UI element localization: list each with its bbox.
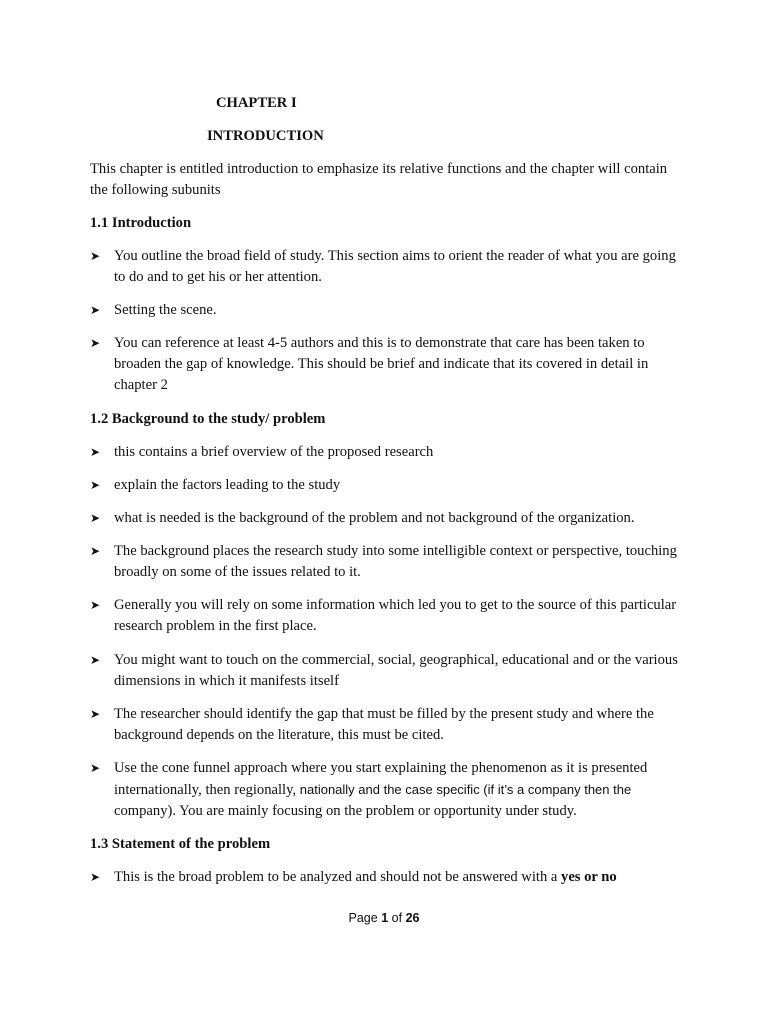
arrow-bullet-icon: ➤ xyxy=(90,477,101,492)
arrow-bullet-icon: ➤ xyxy=(90,336,101,351)
total-pages-number: 26 xyxy=(405,911,420,925)
list-item xyxy=(90,704,680,746)
document-body xyxy=(90,159,680,900)
section-1-3-list xyxy=(90,867,680,888)
chapter-title: INTRODUCTION xyxy=(207,128,324,144)
list-item xyxy=(90,442,680,463)
list-item xyxy=(90,758,680,822)
cone-text-part3: company). You are mainly focusing on the problem or opportunity under study. xyxy=(114,802,577,819)
section-1-2-list xyxy=(90,442,680,822)
list-item xyxy=(90,300,680,321)
arrow-bullet-icon: ➤ xyxy=(90,870,101,885)
page-footer xyxy=(0,911,768,925)
of-word: of xyxy=(391,911,403,925)
page-word: Page xyxy=(348,911,378,925)
list-item-text: this contains a brief overview of the proposed research xyxy=(114,443,434,460)
list-item xyxy=(90,541,680,583)
current-page-number: 1 xyxy=(381,911,389,925)
arrow-bullet-icon: ➤ xyxy=(90,249,101,263)
list-item xyxy=(90,508,680,529)
arrow-bullet-icon: ➤ xyxy=(90,544,101,559)
list-item xyxy=(90,246,680,288)
list-item xyxy=(90,650,680,692)
list-item-text xyxy=(114,760,647,819)
arrow-bullet-icon: ➤ xyxy=(90,444,101,459)
cone-text-part2: nationally and the case specific (if it’s a company then the xyxy=(299,781,632,797)
arrow-bullet-icon: ➤ xyxy=(90,510,101,525)
arrow-bullet-icon: ➤ xyxy=(90,706,101,721)
cone-text-part1: Use the cone funnel approach where you start explaining the phenomenon as it is presented internationally, then regionally, xyxy=(114,759,648,798)
list-item-text: You can reference at least 4-5 authors and this is to demonstrate that care has been taken to broaden the gap of knowledge. This should be brief and indicate that its covered in detail in chapter 2 xyxy=(114,335,649,394)
arrow-bullet-icon: ➤ xyxy=(90,652,101,667)
statement-text: This is the broad problem to be analyzed and should not be answered with a xyxy=(114,869,562,886)
list-item-text xyxy=(114,869,617,885)
intro-paragraph: This chapter is entitled introduction to emphasize its relative functions and the chapter will contain the following subunits xyxy=(90,161,668,198)
section-1-1-list xyxy=(90,246,680,396)
list-item-text: what is needed is the background of the problem and not background of the organization. xyxy=(114,509,635,526)
list-item-text: The researcher should identify the gap that must be filled by the present study and where the background depends on the literature, this must be cited. xyxy=(114,705,654,743)
list-item-text: explain the factors leading to the study xyxy=(114,476,341,493)
list-item-text: You outline the broad field of study. This section aims to orient the reader of what you are going to do and to get his or her attention. xyxy=(114,248,676,285)
list-item-text: You might want to touch on the commercial, social, geographical, educational and or the various dimensions in which it manifests itself xyxy=(114,651,678,689)
list-item xyxy=(90,595,680,637)
chapter-label: CHAPTER I xyxy=(216,95,297,111)
section-heading-1-1: 1.1 Introduction xyxy=(90,215,192,231)
list-item-text: The background places the research study into some intelligible context or perspective, touching broadly on some of the issues related to it. xyxy=(114,543,677,581)
section-heading-1-2: 1.2 Background to the study/ problem xyxy=(90,410,326,427)
list-item xyxy=(90,867,680,888)
list-item xyxy=(90,475,680,496)
arrow-bullet-icon: ➤ xyxy=(90,760,101,775)
arrow-bullet-icon: ➤ xyxy=(90,598,101,613)
section-heading-1-3: 1.3 Statement of the problem xyxy=(90,836,271,853)
arrow-bullet-icon: ➤ xyxy=(90,303,101,318)
list-item-text: Generally you will rely on some information which led you to get to the source of this particular research problem in the first place. xyxy=(114,597,677,635)
statement-bold-text: yes or no xyxy=(561,869,617,886)
list-item xyxy=(90,333,680,396)
list-item-text: Setting the scene. xyxy=(114,302,217,319)
